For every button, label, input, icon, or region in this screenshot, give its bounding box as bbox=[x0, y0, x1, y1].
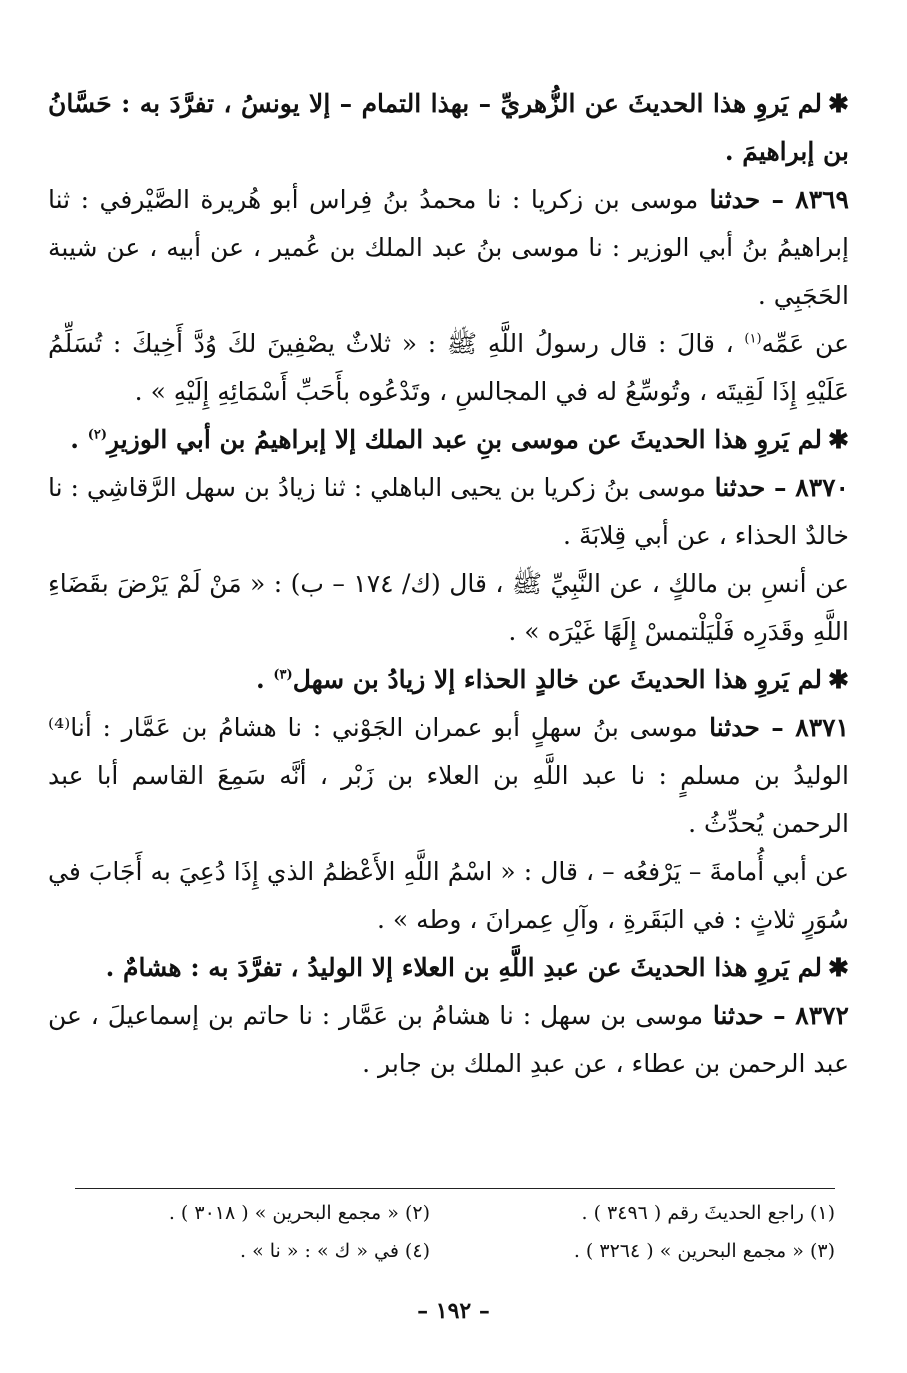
hadith-isnad bbox=[48, 176, 849, 320]
hadith-lead: – حدثنا bbox=[697, 713, 784, 742]
hadith-lead: – حدثنا bbox=[705, 473, 787, 502]
footnote-divider bbox=[75, 1188, 835, 1189]
hadith-number: ٨٣٧١ bbox=[783, 713, 849, 742]
hadith-isnad bbox=[48, 992, 849, 1088]
footnote-marker: (٢) bbox=[87, 427, 108, 443]
hadith-lead: – حدثنا bbox=[698, 185, 784, 214]
hadith-matn bbox=[48, 320, 849, 416]
hadith-lead: – حدثنا bbox=[703, 1001, 786, 1030]
note-end: . bbox=[255, 665, 274, 694]
star-icon: ✱ bbox=[828, 425, 849, 454]
hadith-number: ٨٣٧٢ bbox=[785, 1001, 849, 1030]
note-text: لم يَروِ هذا الحديثَ عن الزُّهريِّ – بهذا التمام – إلا يونسُ ، تفرَّدَ به : حَسَّانُ بن إبراهيمَ . bbox=[48, 89, 849, 166]
footnote-3: (٣) « مجمع البحرين » ( ٣٢٦٤ ) . bbox=[573, 1240, 835, 1262]
star-icon: ✱ bbox=[828, 665, 849, 694]
footnote-1: (١) راجع الحديثَ رقم ( ٣٤٩٦ ) . bbox=[581, 1202, 835, 1224]
body-text bbox=[48, 80, 849, 1088]
footnote-marker: (١) bbox=[744, 331, 762, 347]
isnad-text: موسى بن زكريا : نا محمدُ بنُ فِراس أبو هُريرة الصَّيْرفي : ثنا إبراهيمُ بنُ أبي الوزير : نا موسى بنُ عبد الملك بن عُمير ، عن أبيه ، عن شيبة الحَجَبِي . bbox=[48, 185, 849, 310]
hadith-number: ٨٣٧٠ bbox=[786, 473, 849, 502]
star-icon: ✱ bbox=[828, 953, 849, 982]
footnote-4: (٤) في « ك » : « نا » . bbox=[239, 1240, 430, 1262]
hadith-number: ٨٣٦٩ bbox=[784, 185, 849, 214]
matn-text: عن أنسِ بن مالكٍ ، عن النَّبِيِّ ﷺ ، قال (ك/ ١٧٤ – ب) : « مَنْ لَمْ يَرْضَ بقَضَاءِ اللَّهِ وقَدَرِه فَلْيَلْتمسْ إِلَهًا غَيْرَه » . bbox=[48, 569, 849, 646]
editor-note bbox=[48, 80, 849, 176]
star-icon: ✱ bbox=[828, 89, 849, 118]
footnotes bbox=[45, 1198, 835, 1266]
isnad-text: موسى بنُ سهلٍ أبو عمران الجَوْني : نا هشامُ بن عَمَّار : أنا⁽⁴⁾ الوليدُ بن مسلمٍ : نا عبد اللَّهِ بن العلاء بن زَبْر ، أنَّه سَمِعَ القاسم أبا عبد الرحمن يُحدِّثُ . bbox=[48, 713, 849, 838]
hadith-isnad bbox=[48, 704, 849, 848]
hadith-matn bbox=[48, 560, 849, 656]
footnote-marker: (٣) bbox=[273, 667, 293, 683]
note-end: . bbox=[70, 425, 88, 454]
editor-note bbox=[48, 944, 849, 992]
note-text: لم يَروِ هذا الحديثَ عن خالدٍ الحذاء إلا زيادُ بن سهل bbox=[292, 665, 823, 694]
editor-note bbox=[48, 416, 849, 464]
page-number: – ١٩٢ – bbox=[417, 1298, 490, 1324]
editor-note bbox=[48, 656, 849, 704]
hadith-isnad bbox=[48, 464, 849, 560]
isnad-text: موسى بنُ زكريا بن يحيى الباهلي : ثنا زيادُ بن سهل الرَّقاشِي : نا خالدٌ الحذاء ، عن أبي قِلابَةَ . bbox=[48, 473, 849, 550]
note-text: لم يَروِ هذا الحديثَ عن موسى بنِ عبد الملك إلا إبراهيمُ بن أبي الوزيرِ bbox=[107, 425, 823, 454]
matn-text: عن أبي أُمامةَ – يَرْفعُه – ، قال : « اسْمُ اللَّهِ الأَعْظمُ الذي إِذَا دُعِيَ به أَجَابَ في سُوَرٍ ثلاثٍ : في البَقَرةِ ، وآلِ عِمرانَ ، وطه » . bbox=[48, 857, 849, 934]
hadith-matn bbox=[48, 848, 849, 944]
matn-opening: عن عَمِّه bbox=[761, 329, 849, 358]
matn-text: ، قالَ : قال رسولُ اللَّهِ ﷺ : « ثلاثٌ يصْفِينَ لكَ وُدَّ أَخِيكَ : تُسَلِّمُ عَلَيْهِ إِذَا لَقِيتَه ، وتُوسِّعُ له في المجالسِ ، وتَدْعُوه بأَحَبِّ أَسْمَائِهِ إِلَيْهِ » . bbox=[48, 329, 849, 406]
footnote-2: (٢) « مجمع البحرين » ( ٣٠١٨ ) . bbox=[168, 1202, 430, 1224]
isnad-text: موسى بن سهل : نا هشامُ بن عَمَّار : نا حاتم بن إسماعيلَ ، عن عبد الرحمن بن عطاء ، عن عبدِ الملك بن جابر . bbox=[48, 1001, 849, 1078]
note-text: لم يَروِ هذا الحديثَ عن عبدِ اللَّهِ بن العلاء إلا الوليدُ ، تفرَّدَ به : هشامٌ . bbox=[105, 953, 823, 982]
